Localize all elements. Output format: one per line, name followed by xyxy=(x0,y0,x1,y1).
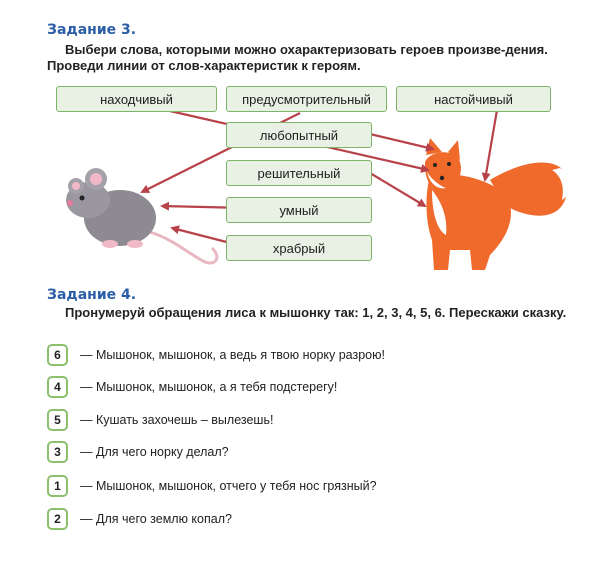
word-predusmotritelnyi: предусмотрительный xyxy=(226,86,387,112)
order-number-box[interactable]: 5 xyxy=(47,409,68,431)
word-nastoichivyi: настойчивый xyxy=(396,86,551,112)
order-number-box[interactable]: 1 xyxy=(47,475,68,497)
word-reshitelnyi: решительный xyxy=(226,160,372,186)
fox-phrase: — Мышонок, мышонок, а ведь я твою норку разрою! xyxy=(80,348,385,362)
fox-phrase: — Кушать захочешь – вылезешь! xyxy=(80,413,274,427)
word-nakhodchivyi: находчивый xyxy=(56,86,217,112)
order-number-box[interactable]: 2 xyxy=(47,508,68,530)
word-lyubopytnyi: любопытный xyxy=(226,122,372,148)
fox-illustration xyxy=(425,138,570,270)
task3-text: Выбери слова, которыми можно охарактеризовать героев произве-дения. Проведи линии от слов-характеристик к героям. xyxy=(47,42,548,73)
arrow-nastoichivyi-fox xyxy=(485,110,497,180)
fox-phrase: — Мышонок, мышонок, отчего у тебя нос грязный? xyxy=(80,479,377,493)
fox-phrase: — Для чего землю копал? xyxy=(80,512,232,526)
order-number-box[interactable]: 6 xyxy=(47,344,68,366)
order-number-box[interactable]: 4 xyxy=(47,376,68,398)
arrow-reshitelnyi-fox xyxy=(370,173,425,206)
word-umnyi: умный xyxy=(226,197,372,223)
arrow-lyubopytnyi-fox xyxy=(370,134,433,149)
word-khrabryi: храбрый xyxy=(226,235,372,261)
task4-title: Задание 4. xyxy=(47,287,137,303)
fox-phrase: — Мышонок, мышонок, а я тебя подстерегу! xyxy=(80,380,338,394)
task3-title: Задание 3. xyxy=(47,22,137,38)
task4-text: Пронумеруй обращения лиса к мышонку так: 1, 2, 3, 4, 5, 6. Перескажи сказку. xyxy=(65,305,567,320)
mouse-illustration xyxy=(66,168,217,263)
fox-phrase: — Для чего норку делал? xyxy=(80,445,229,459)
order-number-box[interactable]: 3 xyxy=(47,441,68,463)
